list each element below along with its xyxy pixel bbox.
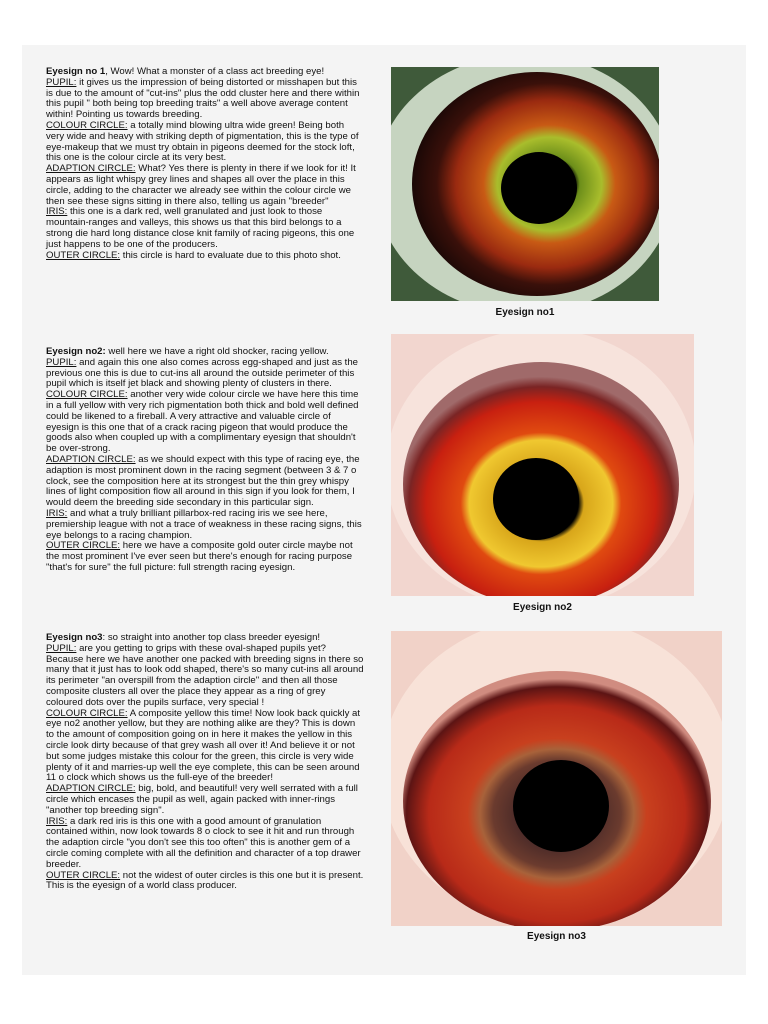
section-label: IRIS:: [46, 507, 68, 519]
section-text: A composite yellow this time! Now look back quickly at eye no2 another yellow, but they are nothing alike are they? This is down to the amount of composition going on in here it makes the yellow in this circle look dirty because of that grey wash all over it! And believe it or not but some judges mistake this colour for the green, this circle is very wide plenty of it and marries-up well the eye complete, this can be seen around 11 o clock which shows us the full-eye of the breeder!: [46, 707, 361, 784]
section-label: OUTER CIRCLE:: [46, 540, 121, 552]
section-text: this one is a dark red, well granulated and just look to those mountain-ranges and valleys, this shows us that this bird belongs to a strong die hard long distance close knit family of racing pigeons, this one just happens to be one of the producers.: [46, 206, 355, 250]
eyesign-2-intro: well here we have a right old shocker, racing yellow.: [105, 346, 329, 357]
section-text: are you getting to grips with these oval-shaped pupils yet? Because here we have another one packed with breeding signs in there so many that it just has to look odd shaped, there's so many cut-ins all around its perimeter "an overspill from the adaption circle" and then all those composite clusters all over the place they appear as a ring of grey coloured dots over the pupils surface, very special !: [46, 642, 364, 708]
section-label: PUPIL:: [46, 642, 77, 654]
section-label: ADAPTION CIRCLE:: [46, 453, 136, 465]
section-label: IRIS:: [46, 815, 68, 827]
eyesign-1-heading: Eyesign no 1: [46, 66, 106, 77]
eyesign-3-caption: Eyesign no3: [527, 931, 586, 942]
section-text: a dark red iris is this one with a good amount of granulation contained within, now look towards 8 o clock to see it hit and run through the adaption circle "you don't see this too often" this is another gem of a circle coming complete with all the definition and character of a top drawer breeder.: [46, 815, 361, 870]
eyesign-1-caption: Eyesign no1: [495, 307, 555, 318]
section-text: and what a truly brilliant pillarbox-red racing iris we see here, premiership league with not a trace of weakness in these racing signs, this eye belongs to a racing champion.: [46, 507, 362, 541]
eyesign-2-photo: [391, 334, 694, 596]
section-text: it gives us the impression of being distorted or misshapen but this is due to the amount of "cut-ins" plus the odd cluster here and there within this pupil " both being top breeding traits" a well above average content within! Pointing us towards breeding.: [46, 76, 360, 121]
section-label: ADAPTION CIRCLE:: [46, 783, 136, 795]
section-label: OUTER CIRCLE:: [46, 869, 121, 881]
eyesign-3-intro: : so straight into another top class breeder eyesign!: [102, 632, 321, 643]
section-text: and again this one also comes across egg-shaped and just as the previous one this is due to cut-ins all around the outside perimeter of this pupil which is itself jet black and showing plenty of clusters in there.: [46, 356, 359, 390]
eyesign-3-photo: [391, 631, 722, 926]
eyesign-1-text: [46, 67, 364, 261]
section-text: What? Yes there is plenty in there if we look for it! It appears as light whispy grey lines and shapes all over the place in this circle, adding to the character we already see within the colour circle we then see these signs sitting in there also, telling us again "breeder": [46, 163, 356, 207]
section-text: this circle is hard to evaluate due to this photo shot.: [120, 249, 341, 261]
section-text: another very wide colour circle we have here this time in a full yellow with very rich pigmentation both thick and bold well defined could be likened to a fireball. A very attractive and valuable circle of eyesign is this one that of a crack racing pigeon that would produce the goods also when coupled up with a complimentary eyesign that shouldn't be over-strong.: [46, 389, 359, 455]
section-label: COLOUR CIRCLE:: [46, 119, 128, 131]
document-page: [22, 45, 746, 975]
section-text: here we have a composite gold outer circle maybe not the most prominent I've ever seen but there's enough for racing purpose "that's for sure" the full picture: full strength racing eyesign.: [46, 540, 353, 573]
section-label: ADAPTION CIRCLE:: [46, 163, 136, 175]
eyesign-3-text: [46, 633, 364, 892]
section-label: PUPIL:: [46, 356, 77, 368]
section-label: OUTER CIRCLE:: [46, 249, 121, 261]
section-label: COLOUR CIRCLE:: [46, 707, 128, 719]
section-label: COLOUR CIRCLE:: [46, 389, 128, 401]
eyesign-1-intro: , Wow! What a monster of a class act breeding eye!: [105, 66, 325, 77]
eyesign-2-heading: Eyesign no2:: [46, 346, 106, 357]
section-text: a totally mind blowing ultra wide green! Being both very wide and heavy with striking depth of pigmentation, this is the type of eye-makeup that we must try obtain in pigeons deemed for the stock loft, this one is the colour circle at its very best.: [46, 119, 359, 164]
eyesign-2-caption: Eyesign no2: [513, 602, 572, 613]
section-label: PUPIL:: [46, 76, 77, 88]
section-text: as we should expect with this type of racing eye, the adaption is most prominent down in the racing segment (between 3 & 7 o clock, see the composition here at its strongest but the thin grey whispy lines of light composition flow all around in this sign if you look for them, I would deem the breeding side secondary in this particular sign.: [46, 453, 360, 509]
eyesign-2-text: [46, 347, 364, 574]
eyesign-3-heading: Eyesign no3: [46, 632, 103, 643]
section-text: not the widest of outer circles is this one but it is present. This is the eyesign of a world class producer.: [46, 869, 364, 892]
eyesign-1-photo: [391, 67, 659, 301]
section-text: big, bold, and beautiful! very well serrated with a full circle which encases the pupil as well, again packed with inner-rings "another top breeding sign".: [46, 783, 358, 816]
section-label: IRIS:: [46, 206, 68, 218]
